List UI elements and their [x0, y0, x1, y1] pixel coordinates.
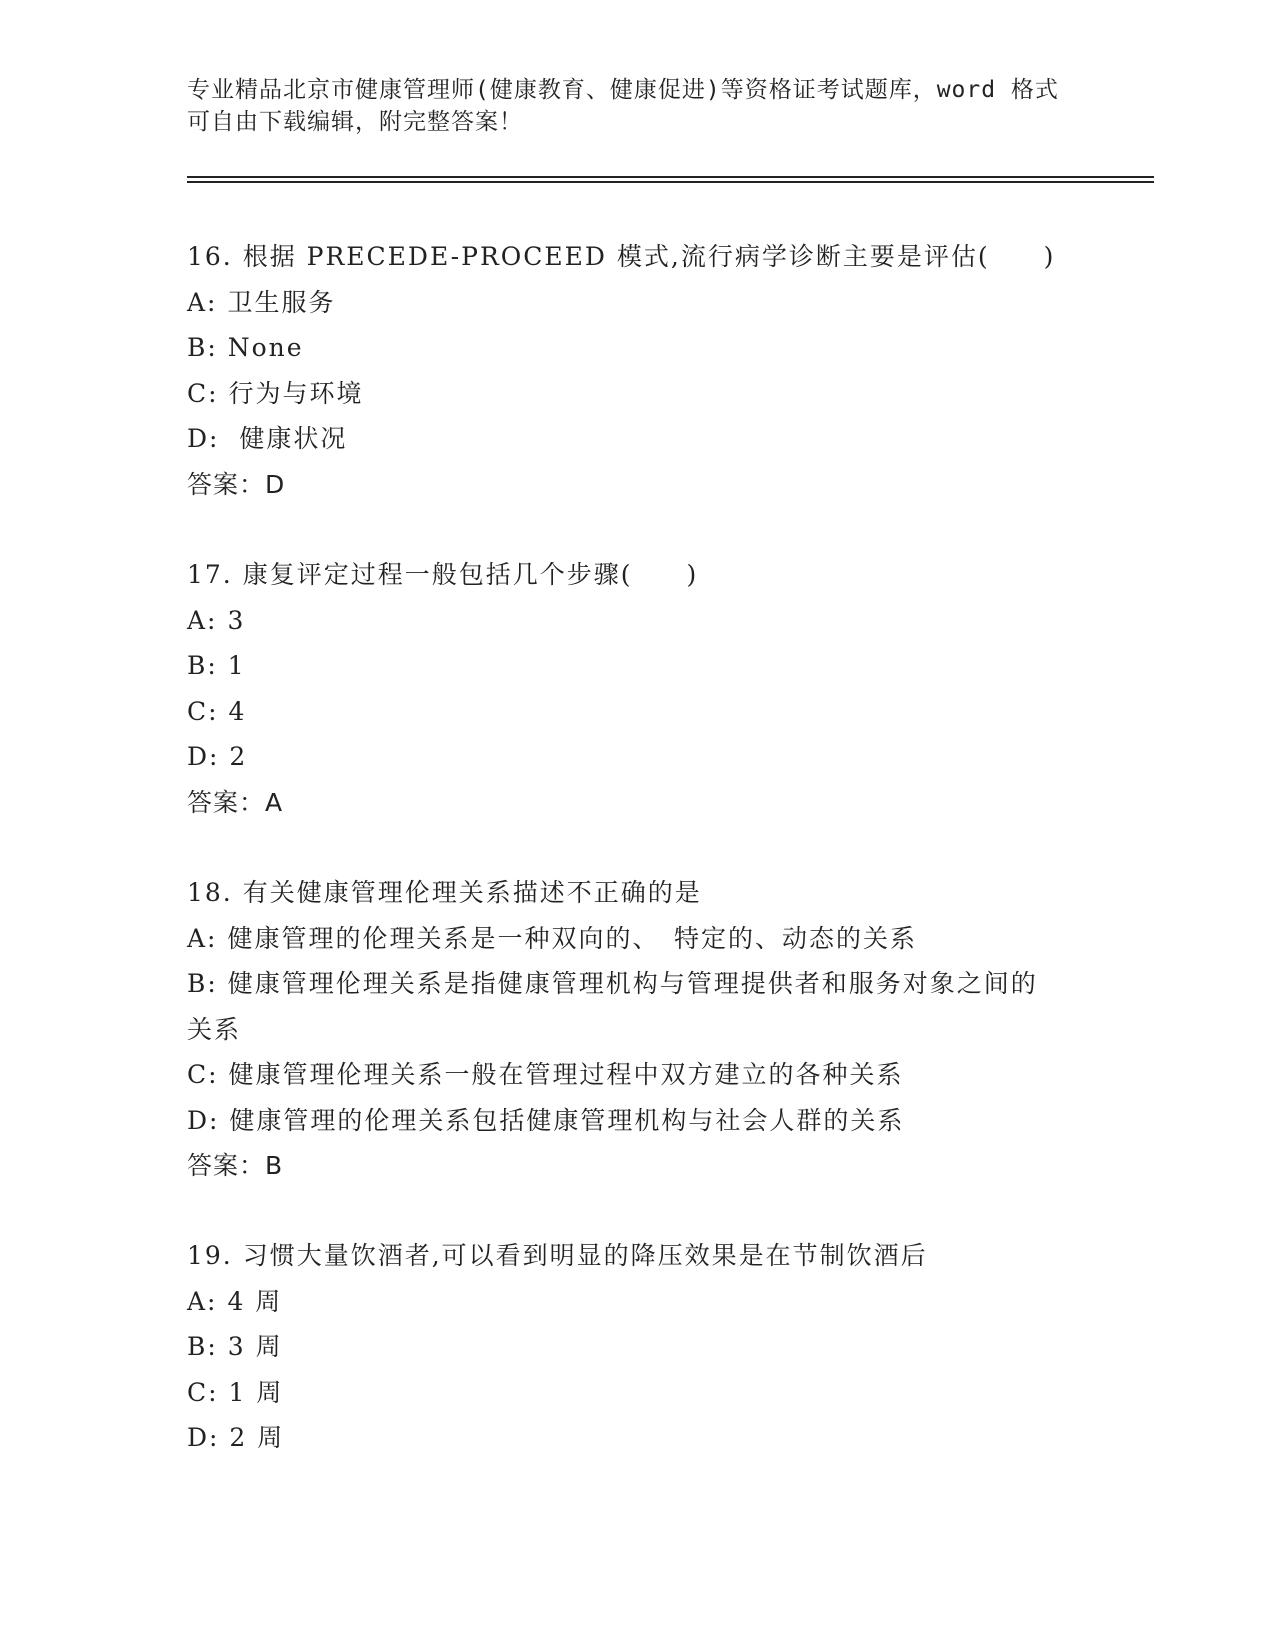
option-b	[187, 643, 1087, 689]
option-label: C:	[187, 378, 219, 408]
option-a	[187, 1279, 1087, 1325]
option-a	[187, 280, 1087, 326]
option-label: C:	[187, 1377, 219, 1407]
option-label: D:	[187, 1423, 220, 1452]
option-text: None	[227, 333, 304, 362]
header-divider-top	[187, 176, 1154, 178]
option-c	[187, 1052, 1087, 1098]
option-text: 健康管理伦理关系是指健康管理机构与管理提供者和服务对象之间的关系	[187, 969, 1038, 1044]
option-c	[187, 1370, 1087, 1416]
option-label: B:	[187, 1332, 218, 1361]
option-text: 健康管理的伦理关系是一种双向的、 特定的、动态的关系	[227, 923, 917, 953]
option-b	[187, 961, 1047, 1052]
option-text: 4 周	[227, 1286, 283, 1316]
option-label: D:	[187, 742, 220, 771]
option-a	[187, 598, 1087, 644]
option-text: 3 周	[227, 1332, 283, 1361]
option-d	[187, 1098, 1087, 1144]
document-header: 专业精品北京市健康管理师(健康教育、健康促进)等资格证考试题库，word 格式可自由下载编辑，附完整答案！	[187, 77, 1059, 135]
option-label: D:	[187, 424, 220, 453]
question-16	[187, 234, 1087, 507]
option-label: C:	[187, 1060, 219, 1089]
option-text: 行为与环境	[228, 378, 364, 408]
question-stem: 16. 根据 PRECEDE-PROCEED 模式,流行病学诊断主要是评估( )	[187, 242, 1056, 271]
option-label: C:	[187, 696, 219, 726]
question-18	[187, 870, 1087, 1189]
option-b	[187, 1324, 1087, 1370]
option-label: A:	[187, 287, 218, 317]
option-text: 健康管理伦理关系一般在管理过程中双方建立的各种关系	[228, 1060, 904, 1089]
answer-line: 答案：B	[187, 1151, 284, 1180]
option-d	[187, 416, 1087, 462]
option-b	[187, 325, 1087, 371]
option-text: 4	[228, 696, 247, 726]
option-c	[187, 371, 1087, 417]
option-text: 卫生服务	[227, 287, 336, 317]
option-label: A:	[187, 923, 218, 953]
option-d	[187, 734, 1087, 780]
option-a	[187, 916, 1087, 962]
option-label: B:	[187, 651, 218, 680]
option-text: 健康状况	[229, 424, 348, 453]
question-stem: 18. 有关健康管理伦理关系描述不正确的是	[187, 878, 702, 907]
option-label: D:	[187, 1105, 220, 1135]
option-d	[187, 1415, 1087, 1461]
option-text: 1 周	[228, 1377, 284, 1407]
question-19	[187, 1233, 1087, 1461]
question-17	[187, 552, 1087, 825]
option-label: A:	[187, 605, 218, 635]
option-text: 1	[227, 651, 246, 680]
option-c	[187, 689, 1087, 735]
question-stem: 19. 习惯大量饮酒者,可以看到明显的降压效果是在节制饮酒后	[187, 1241, 928, 1270]
answer-line: 答案：A	[187, 787, 284, 817]
question-stem: 17. 康复评定过程一般包括几个步骤( )	[187, 560, 699, 589]
answer-line: 答案：D	[187, 469, 286, 499]
option-text: 健康管理的伦理关系包括健康管理机构与社会人群的关系	[229, 1105, 905, 1135]
option-label: A:	[187, 1286, 218, 1316]
option-text: 2 周	[229, 1423, 285, 1452]
option-text: 2	[229, 742, 248, 771]
header-divider-bottom	[187, 181, 1154, 183]
option-label: B:	[187, 969, 218, 998]
option-text: 3	[227, 605, 246, 635]
option-label: B:	[187, 333, 218, 362]
